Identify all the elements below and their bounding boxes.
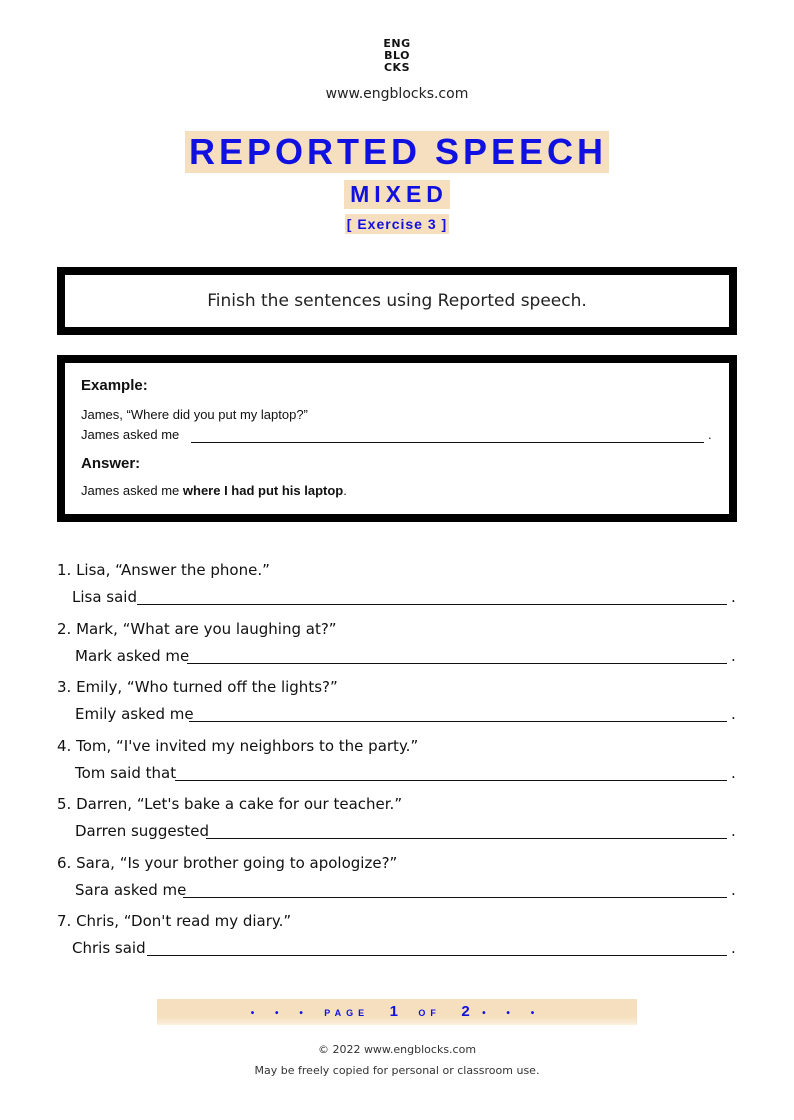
- question-period: .: [731, 588, 736, 606]
- example-answer-line: [191, 442, 704, 443]
- answer-period: .: [343, 483, 347, 498]
- question-lead: Emily asked me: [75, 705, 194, 723]
- example-prompt: James, “Where did you put my laptop?”: [81, 407, 308, 422]
- answer-line[interactable]: [187, 663, 727, 664]
- page-title: REPORTED SPEECH: [185, 131, 609, 173]
- question-lead: Sara asked me: [75, 881, 187, 899]
- exercise-label: [ Exercise 3 ]: [346, 216, 448, 232]
- license-note: May be freely copied for personal or classroom use.: [254, 1064, 540, 1077]
- question-prompt: 5. Darren, “Let's bake a cake for our teacher.”: [57, 795, 403, 813]
- total-pages: 2: [461, 1003, 470, 1020]
- question-period: .: [731, 881, 736, 899]
- pagination-dots-right: • • •: [482, 1008, 544, 1019]
- example-period: .: [708, 427, 712, 442]
- answer-line[interactable]: [137, 604, 727, 605]
- example-answer: [81, 483, 347, 498]
- question-prompt: 3. Emily, “Who turned off the lights?”: [57, 678, 338, 696]
- answer-line[interactable]: [189, 721, 727, 722]
- question-period: .: [731, 822, 736, 840]
- question-prompt: 4. Tom, “I've invited my neighbors to the party.”: [57, 737, 419, 755]
- question-lead: Mark asked me: [75, 647, 190, 665]
- site-url[interactable]: www.engblocks.com: [325, 86, 469, 102]
- example-box: [57, 355, 737, 522]
- answer-line[interactable]: [183, 897, 727, 898]
- pagination-dots-left: • • •: [250, 1008, 312, 1019]
- question-lead: Tom said that: [75, 764, 177, 782]
- logo-line-2: BLO: [384, 49, 410, 62]
- copyright: © 2022 www.engblocks.com: [317, 1043, 477, 1056]
- answer-line[interactable]: [206, 838, 727, 839]
- question-prompt: 7. Chris, “Don't read my diary.”: [57, 912, 292, 930]
- answer-line[interactable]: [147, 955, 727, 956]
- answer-bold: where I had put his laptop: [182, 483, 344, 498]
- instruction-box: [57, 267, 737, 335]
- question-lead: Lisa said: [72, 588, 137, 606]
- current-page: 1: [389, 1003, 398, 1020]
- page-word: PAGE: [324, 1008, 370, 1018]
- question-lead: Darren suggested: [75, 822, 210, 840]
- question-period: .: [731, 647, 736, 665]
- engblocks-logo: [0, 38, 794, 74]
- example-lead: James asked me: [81, 427, 180, 442]
- page-subtitle: MIXED: [344, 180, 450, 209]
- question-lead: Chris said: [72, 939, 146, 957]
- example-heading: Example:: [81, 377, 148, 394]
- answer-lead: James asked me: [81, 483, 180, 498]
- logo-line-1: ENG: [383, 37, 411, 50]
- of-word: OF: [418, 1008, 441, 1018]
- question-period: .: [731, 705, 736, 723]
- instruction-text: Finish the sentences using Reported speech.: [207, 291, 587, 311]
- answer-heading: Answer:: [81, 455, 141, 472]
- answer-line[interactable]: [175, 780, 727, 781]
- pagination: [157, 999, 637, 1025]
- logo-line-3: CKS: [383, 61, 411, 74]
- question-prompt: 2. Mark, “What are you laughing at?”: [57, 620, 337, 638]
- question-prompt: 6. Sara, “Is your brother going to apologize?”: [57, 854, 398, 872]
- question-period: .: [731, 939, 736, 957]
- question-period: .: [731, 764, 736, 782]
- question-prompt: 1. Lisa, “Answer the phone.”: [57, 561, 270, 579]
